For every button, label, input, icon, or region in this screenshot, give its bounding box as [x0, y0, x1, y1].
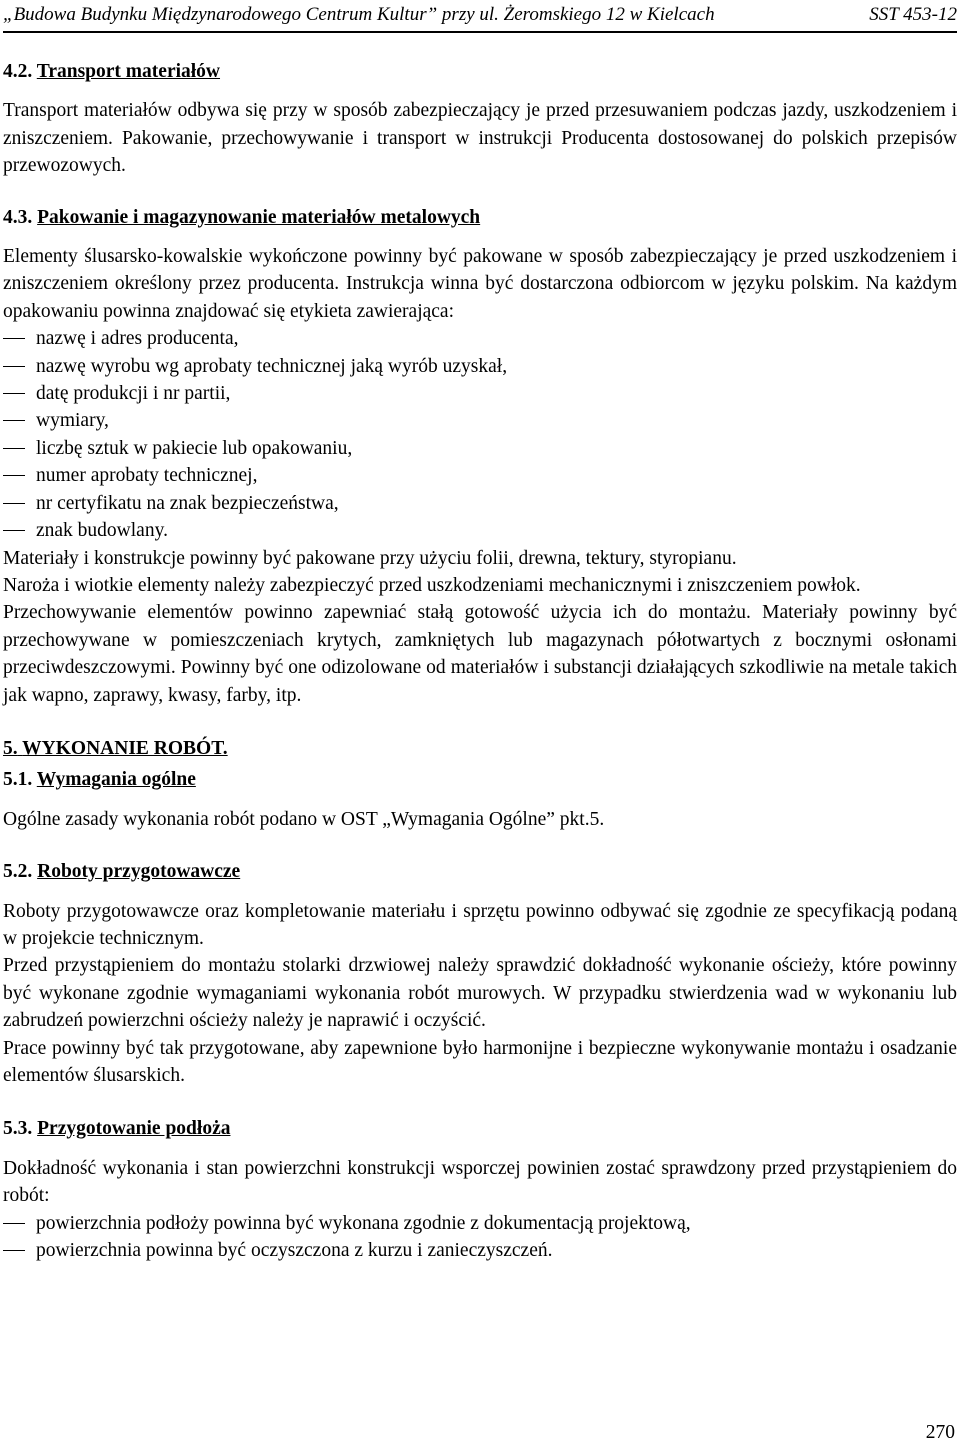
- heading-4-3: 4.3. Pakowanie i magazynowanie materiałów metalowych: [3, 206, 481, 228]
- heading-5-3-title: Przygotowanie podłoża: [37, 1118, 231, 1140]
- paragraph-4-3-packing: Materiały i konstrukcje powinny być pakowane przy użyciu folii, drewna, tektury, styropianu.: [3, 547, 737, 569]
- list-item: numer aprobaty technicznej,: [3, 462, 957, 489]
- heading-4-2: 4.2. Transport materiałów: [3, 61, 221, 82]
- paragraph-4-3-corners: Naroża i wiotkie elementy należy zabezpieczyć przed uszkodzeniami mechanicznymi i zniszczeniem powłok.: [3, 574, 861, 596]
- heading-5-2: 5.2. Roboty przygotowawcze: [3, 861, 241, 883]
- list-item: nazwę wyrobu wg aprobaty technicznej jaką wyrób uzyskał,: [3, 353, 957, 380]
- list-item: liczbę sztuk w pakiecie lub opakowaniu,: [3, 435, 957, 462]
- heading-5-2-title: Roboty przygotowawcze: [37, 861, 241, 883]
- paragraph-5-2-works: Prace powinny być tak przygotowane, aby zapewnione było harmonijne i bezpieczne wykonywanie montażu i osadzanie elementów ślusarskich.: [3, 1037, 957, 1086]
- list-item: powierzchnia powinna być oczyszczona z kurzu i zanieczyszczeń.: [3, 1237, 957, 1264]
- heading-5-1: 5.1. Wymagania ogólne: [3, 769, 196, 791]
- list-item: znak budowlany.: [3, 517, 957, 544]
- list-item: wymiary,: [3, 407, 957, 434]
- page-header: [3, 0, 957, 33]
- heading-5: [3, 735, 957, 762]
- heading-5-3: 5.3. Przygotowanie podłoża: [3, 1118, 231, 1140]
- paragraph-5-1: Ogólne zasady wykonania robót podano w OST „Wymagania Ogólne” pkt.5.: [3, 808, 605, 830]
- header-doc-code: SST 453-12: [869, 4, 957, 25]
- paragraph-4-3-intro: Elementy ślusarsko-kowalskie wykończone powinny być pakowane w sposób zabezpieczający je przed uszkodzeniem i zniszczeniem określony przez producenta. Instrukcja winna być dostarczona odbiorcom w języku polskim. Na każdym opakowaniu powinna znajdować się etykieta zawierająca:: [3, 246, 957, 322]
- page-number: 270: [925, 1422, 955, 1443]
- list-item: nazwę i adres producenta,: [3, 325, 957, 352]
- heading-5-title: 5. WYKONANIE ROBÓT.: [3, 737, 228, 759]
- paragraph-5-2-prep: Roboty przygotowawcze oraz kompletowanie materiału i sprzętu powinno odbywać się zgodnie ze specyfikacją podaną w projekcie technicznym.: [3, 900, 957, 949]
- document-page: [3, 0, 957, 1264]
- heading-4-3-title: Pakowanie i magazynowanie materiałów metalowych: [37, 206, 481, 228]
- paragraph-4-2: Transport materiałów odbywa się przy w sposób zabezpieczający je przed przesuwaniem podczas jazdy, uszkodzeniem i zniszczeniem. Pakowanie, przechowywanie i transport w instrukcji Producenta dostosowanej do polskich przepisów przewozowych.: [3, 100, 957, 177]
- substrate-check-list: [3, 1210, 957, 1265]
- heading-4-2-title: Transport materiałów: [36, 61, 221, 82]
- heading-5-1-title: Wymagania ogólne: [36, 769, 196, 791]
- paragraph-5-3-intro: Dokładność wykonania i stan powierzchni konstrukcji wsporczej powinien zostać sprawdzony przed przystąpieniem do robót:: [3, 1157, 957, 1207]
- paragraph-5-2-reveals: Przed przystąpieniem do montażu stolarki drzwiowej należy sprawdzić dokładność wykonanie ościeży, które powinny być wykonane zgodnie wymaganiami wykonania robót murowych. W przypadku stwierdzenia wad w wykonaniu lub zabrudzeń powierzchni ościeży należy je naprawić i oczyścić.: [3, 955, 957, 1032]
- header-title: „Budowa Budynku Międzynarodowego Centrum Kultur” przy ul. Żeromskiego 12 w Kielcach: [3, 4, 715, 25]
- label-contents-list: [3, 325, 957, 544]
- list-item: nr certyfikatu na znak bezpieczeństwa,: [3, 490, 957, 517]
- paragraph-4-3-storage: Przechowywanie elementów powinno zapewniać stałą gotowość użycia ich do montażu. Materiały powinny być przechowywane w pomieszczeniach krytych, zamkniętych lub magazynach półotwartych z bocznymi osłonami przeciwdeszczowymi. Powinny być one odizolowane od materiałów i substancji działających szkodliwie na metale takich jak wapno, zaprawy, kwasy, farby, itp.: [3, 602, 957, 706]
- list-item: datę produkcji i nr partii,: [3, 380, 957, 407]
- list-item: powierzchnia podłoży powinna być wykonana zgodnie z dokumentacją projektową,: [3, 1210, 957, 1237]
